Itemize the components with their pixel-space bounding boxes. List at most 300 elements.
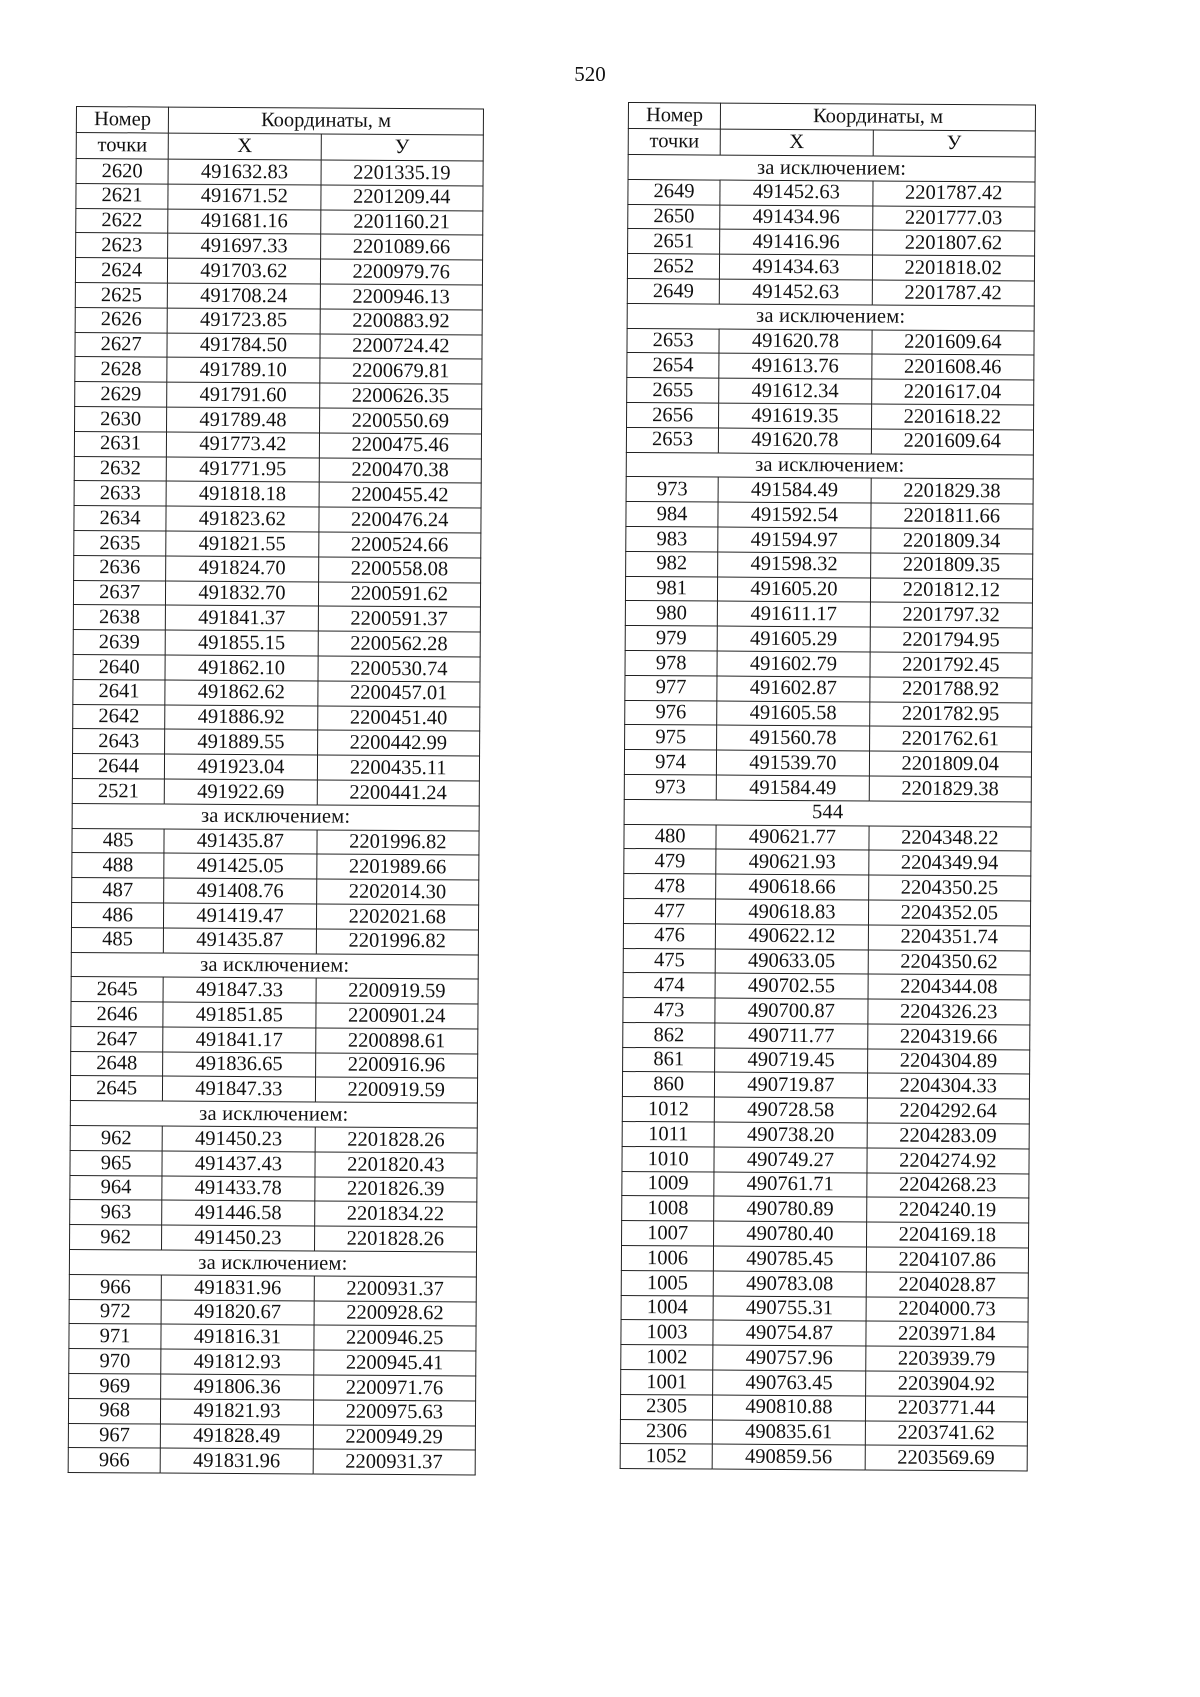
- x-coordinate-cell: 491836.65: [163, 1052, 316, 1078]
- table-row: [627, 402, 1034, 429]
- point-number-cell: 1009: [622, 1171, 714, 1196]
- header-coordinates: Координаты, м: [169, 107, 484, 135]
- x-coordinate-cell: 491594.97: [718, 527, 871, 553]
- x-coordinate-cell: 491605.20: [718, 577, 871, 603]
- table-row: [621, 1345, 1028, 1372]
- point-number-cell: 966: [68, 1448, 160, 1473]
- point-number-cell: 984: [626, 502, 718, 527]
- point-number-cell: 983: [626, 526, 718, 551]
- point-number-cell: 981: [625, 576, 717, 601]
- y-coordinate-cell: 2201828.26: [315, 1127, 478, 1153]
- y-coordinate-cell: 2201609.64: [871, 429, 1034, 455]
- point-number-cell: 480: [624, 824, 716, 849]
- point-number-cell: 1004: [621, 1295, 713, 1320]
- header-row: [76, 107, 483, 135]
- y-coordinate-cell: 2203741.62: [865, 1421, 1028, 1447]
- point-number-cell: 2645: [71, 977, 163, 1002]
- point-number-cell: 2626: [75, 307, 167, 332]
- x-coordinate-cell: 491450.23: [162, 1126, 315, 1152]
- table-row: [623, 898, 1030, 925]
- section-separator-row: [628, 155, 1035, 182]
- x-coordinate-cell: 491784.50: [167, 333, 320, 359]
- x-coordinate-cell: 491437.43: [162, 1151, 315, 1177]
- x-coordinate-cell: 490728.58: [714, 1097, 867, 1123]
- table-row: [621, 1295, 1028, 1322]
- x-coordinate-cell: 491789.10: [167, 357, 320, 383]
- y-coordinate-cell: 2201609.64: [872, 330, 1035, 356]
- table-row: [625, 725, 1032, 752]
- section-separator-row: [72, 803, 479, 830]
- table-body: [620, 155, 1035, 1472]
- point-number-cell: 485: [72, 828, 164, 853]
- y-coordinate-cell: 2201782.95: [869, 702, 1032, 728]
- table-row: [69, 1274, 476, 1301]
- table-row: [68, 1398, 475, 1425]
- x-coordinate-cell: 491841.37: [166, 605, 319, 631]
- table-row: [72, 828, 479, 855]
- table-row: [74, 456, 481, 483]
- point-number-cell: 967: [68, 1423, 160, 1448]
- x-coordinate-cell: 491671.52: [168, 184, 321, 210]
- point-number-cell: 965: [70, 1150, 162, 1175]
- x-coordinate-cell: 491862.10: [165, 655, 318, 681]
- point-number-cell: 2620: [76, 159, 168, 184]
- point-number-cell: 1010: [622, 1146, 714, 1171]
- x-coordinate-cell: 491434.96: [720, 205, 873, 231]
- y-coordinate-cell: 2200558.08: [318, 557, 481, 583]
- x-coordinate-cell: 491922.69: [164, 779, 317, 805]
- point-number-cell: 974: [624, 750, 716, 775]
- x-coordinate-cell: 491450.23: [162, 1225, 315, 1251]
- table-row: [73, 704, 480, 731]
- point-number-cell: 972: [69, 1299, 161, 1324]
- x-coordinate-cell: 490783.08: [713, 1271, 866, 1297]
- x-coordinate-cell: 491611.17: [718, 601, 871, 627]
- table-row: [624, 849, 1031, 876]
- y-coordinate-cell: 2204348.22: [869, 825, 1032, 851]
- x-coordinate-cell: 490618.83: [716, 899, 869, 925]
- point-number-cell: 2649: [628, 179, 720, 204]
- table-row: [627, 353, 1034, 380]
- x-coordinate-cell: 491592.54: [718, 502, 871, 528]
- point-number-cell: 1001: [621, 1370, 713, 1395]
- y-coordinate-cell: 2201617.04: [871, 379, 1034, 405]
- x-coordinate-cell: 491452.63: [719, 279, 872, 305]
- x-coordinate-cell: 491823.62: [166, 506, 319, 532]
- x-coordinate-cell: 490754.87: [713, 1320, 866, 1346]
- y-coordinate-cell: 2201089.66: [320, 234, 483, 260]
- x-coordinate-cell: 491452.63: [720, 180, 873, 206]
- x-coordinate-cell: 490719.45: [715, 1048, 868, 1074]
- x-coordinate-cell: 491419.47: [164, 903, 317, 929]
- x-coordinate-cell: 491602.79: [717, 651, 870, 677]
- point-number-cell: 476: [623, 923, 715, 948]
- table-row: [76, 159, 483, 186]
- x-coordinate-cell: 491612.34: [719, 378, 872, 404]
- y-coordinate-cell: 2200591.62: [318, 582, 481, 608]
- table-row: [73, 630, 480, 657]
- x-coordinate-cell: 490711.77: [715, 1023, 868, 1049]
- point-number-cell: 2305: [620, 1394, 712, 1419]
- y-coordinate-cell: 2204351.74: [868, 925, 1031, 951]
- table-row: [624, 874, 1031, 901]
- point-number-cell: 1007: [622, 1221, 714, 1246]
- point-number-cell: 486: [71, 902, 163, 927]
- point-number-cell: 969: [69, 1374, 161, 1399]
- point-number-cell: 2639: [73, 630, 165, 655]
- x-coordinate-cell: 491434.63: [720, 254, 873, 280]
- x-coordinate-cell: 491620.78: [719, 329, 872, 355]
- y-coordinate-cell: 2201787.42: [872, 181, 1035, 207]
- table-row: [626, 502, 1033, 529]
- x-coordinate-cell: 490757.96: [713, 1345, 866, 1371]
- point-number-cell: 2629: [75, 382, 167, 407]
- x-coordinate-cell: 490749.27: [714, 1147, 867, 1173]
- y-coordinate-cell: 2201794.95: [870, 627, 1033, 653]
- y-coordinate-cell: 2200945.41: [313, 1350, 476, 1376]
- x-coordinate-cell: 491435.87: [164, 928, 317, 954]
- y-coordinate-cell: 2200919.59: [315, 1077, 478, 1103]
- point-number-cell: 2638: [73, 605, 165, 630]
- point-number-cell: 2643: [73, 729, 165, 754]
- y-coordinate-cell: 2202014.30: [316, 879, 479, 905]
- point-number-cell: 861: [623, 1047, 715, 1072]
- y-coordinate-cell: 2202021.68: [316, 904, 479, 930]
- table-row: [75, 307, 482, 334]
- y-coordinate-cell: 2201996.82: [317, 829, 480, 855]
- table-row: [627, 278, 1034, 305]
- table-row: [75, 382, 482, 409]
- x-coordinate-cell: 491602.87: [717, 676, 870, 702]
- y-coordinate-cell: 2204169.18: [866, 1222, 1029, 1248]
- table-row: [625, 675, 1032, 702]
- point-number-cell: 1003: [621, 1320, 713, 1345]
- y-coordinate-cell: 2200898.61: [315, 1028, 478, 1054]
- y-coordinate-cell: 2204240.19: [866, 1197, 1029, 1223]
- y-coordinate-cell: 2203569.69: [865, 1445, 1028, 1471]
- table-row: [72, 878, 479, 905]
- table-row: [74, 481, 481, 508]
- y-coordinate-cell: 2201996.82: [316, 929, 479, 955]
- y-coordinate-cell: 2204292.64: [867, 1098, 1030, 1124]
- table-row: [627, 328, 1034, 355]
- y-coordinate-cell: 2203939.79: [865, 1346, 1028, 1372]
- table-row: [72, 754, 479, 781]
- x-coordinate-cell: 491598.32: [718, 552, 871, 578]
- point-number-cell: 2646: [71, 1002, 163, 1027]
- y-coordinate-cell: 2200562.28: [318, 631, 481, 657]
- point-number-cell: 1052: [620, 1444, 712, 1469]
- table-row: [625, 601, 1032, 628]
- x-coordinate-cell: 490700.87: [715, 998, 868, 1024]
- table-row: [74, 506, 481, 533]
- y-coordinate-cell: 2200455.42: [319, 482, 482, 508]
- point-number-cell: 862: [623, 1022, 715, 1047]
- y-coordinate-cell: 2200441.24: [317, 780, 480, 806]
- section-separator-row: [624, 799, 1031, 826]
- header-y: У: [873, 130, 1036, 157]
- y-coordinate-cell: 2201834.22: [314, 1201, 477, 1227]
- table-row: [622, 1171, 1029, 1198]
- point-number-cell: 976: [625, 700, 717, 725]
- point-number-cell: 2642: [73, 704, 165, 729]
- x-coordinate-cell: 490621.93: [716, 849, 869, 875]
- table-row: [626, 477, 1033, 504]
- table-row: [70, 1225, 477, 1252]
- y-coordinate-cell: 2201792.45: [870, 652, 1033, 678]
- table-row: [71, 977, 478, 1004]
- point-number-cell: 1005: [621, 1270, 713, 1295]
- x-coordinate-cell: 490761.71: [714, 1172, 867, 1198]
- point-number-cell: 968: [68, 1398, 160, 1423]
- table-row: [72, 853, 479, 880]
- x-coordinate-cell: 491812.93: [161, 1349, 314, 1375]
- point-number-cell: 2641: [73, 679, 165, 704]
- x-coordinate-cell: 491847.33: [163, 1077, 316, 1103]
- x-coordinate-cell: 491605.58: [717, 701, 870, 727]
- y-coordinate-cell: 2200451.40: [317, 706, 480, 732]
- y-coordinate-cell: 2200475.46: [319, 433, 482, 459]
- point-number-cell: 2628: [75, 357, 167, 382]
- y-coordinate-cell: 2203771.44: [865, 1396, 1028, 1422]
- table-row: [624, 774, 1031, 801]
- point-number-cell: 485: [71, 927, 163, 952]
- table-row: [624, 824, 1031, 851]
- table-row: [73, 654, 480, 681]
- table-row: [620, 1394, 1027, 1421]
- x-coordinate-cell: 491584.49: [716, 775, 869, 801]
- table-row: [622, 1072, 1029, 1099]
- x-coordinate-cell: 491828.49: [161, 1424, 314, 1450]
- x-coordinate-cell: 490780.89: [714, 1197, 867, 1223]
- y-coordinate-cell: 2204283.09: [867, 1123, 1030, 1149]
- x-coordinate-cell: 491560.78: [717, 725, 870, 751]
- y-coordinate-cell: 2201618.22: [871, 404, 1034, 430]
- y-coordinate-cell: 2204350.25: [868, 875, 1031, 901]
- x-coordinate-cell: 490633.05: [715, 949, 868, 975]
- y-coordinate-cell: 2204350.62: [868, 949, 1031, 975]
- section-separator-row: [627, 303, 1034, 330]
- section-separator-row: [70, 1101, 477, 1128]
- x-coordinate-cell: 490621.77: [716, 825, 869, 851]
- header-x: Х: [168, 133, 321, 160]
- y-coordinate-cell: 2200550.69: [319, 408, 482, 434]
- y-coordinate-cell: 2201160.21: [320, 210, 483, 236]
- y-coordinate-cell: 2204107.86: [866, 1247, 1029, 1273]
- y-coordinate-cell: 2200679.81: [319, 358, 482, 384]
- header-y: У: [321, 134, 484, 161]
- header-coordinates: Координаты, м: [721, 103, 1036, 131]
- x-coordinate-cell: 491789.48: [167, 407, 320, 433]
- table-row: [621, 1320, 1028, 1347]
- x-coordinate-cell: 491613.76: [719, 353, 872, 379]
- point-number-cell: 2649: [627, 278, 719, 303]
- table-row: [69, 1299, 476, 1326]
- y-coordinate-cell: 2200591.37: [318, 606, 481, 632]
- y-coordinate-cell: 2200883.92: [320, 309, 483, 335]
- y-coordinate-cell: 2201812.12: [870, 578, 1033, 604]
- x-coordinate-cell: 490738.20: [714, 1122, 867, 1148]
- coordinates-table-left: [68, 106, 484, 1476]
- table-row: [621, 1246, 1028, 1273]
- point-number-cell: 2651: [628, 229, 720, 254]
- y-coordinate-cell: 2200626.35: [319, 383, 482, 409]
- x-coordinate-cell: 491425.05: [164, 853, 317, 879]
- point-number-cell: 1006: [621, 1246, 713, 1271]
- point-number-cell: 2627: [75, 332, 167, 357]
- y-coordinate-cell: 2201797.32: [870, 602, 1033, 628]
- table-row: [623, 973, 1030, 1000]
- table-row: [71, 1026, 478, 1053]
- table-row: [73, 605, 480, 632]
- y-coordinate-cell: 2201209.44: [320, 185, 483, 211]
- point-number-cell: 2653: [627, 328, 719, 353]
- table-row: [70, 1150, 477, 1177]
- section-separator-row: [626, 452, 1033, 479]
- y-coordinate-cell: 2204268.23: [866, 1173, 1029, 1199]
- header-point-number: Номер: [76, 107, 168, 134]
- point-number-cell: 1002: [621, 1345, 713, 1370]
- x-coordinate-cell: 491923.04: [165, 754, 318, 780]
- x-coordinate-cell: 491539.70: [717, 750, 870, 776]
- y-coordinate-cell: 2204349.94: [868, 850, 1031, 876]
- table-row: [625, 626, 1032, 653]
- y-coordinate-cell: 2200476.24: [318, 507, 481, 533]
- y-coordinate-cell: 2201829.38: [869, 776, 1032, 802]
- point-number-cell: 2647: [71, 1026, 163, 1051]
- x-coordinate-cell: 490618.66: [716, 874, 869, 900]
- x-coordinate-cell: 490755.31: [713, 1296, 866, 1322]
- y-coordinate-cell: 2201811.66: [870, 503, 1033, 529]
- y-coordinate-cell: 2204344.08: [868, 974, 1031, 1000]
- point-number-cell: 2632: [74, 456, 166, 481]
- y-coordinate-cell: 2201809.35: [870, 553, 1033, 579]
- point-number-cell: 2644: [72, 754, 164, 779]
- y-coordinate-cell: 2200442.99: [317, 730, 480, 756]
- table-row: [622, 1097, 1029, 1124]
- point-number-cell: 966: [69, 1274, 161, 1299]
- y-coordinate-cell: 2204000.73: [866, 1297, 1029, 1323]
- x-coordinate-cell: 490810.88: [713, 1395, 866, 1421]
- point-number-cell: 2633: [74, 481, 166, 506]
- table-row: [70, 1076, 477, 1103]
- table-row: [628, 179, 1035, 206]
- y-coordinate-cell: 2201829.38: [871, 478, 1034, 504]
- y-coordinate-cell: 2200946.25: [313, 1325, 476, 1351]
- table-row: [621, 1370, 1028, 1397]
- x-coordinate-cell: 490719.87: [715, 1073, 868, 1099]
- x-coordinate-cell: 490622.12: [716, 924, 869, 950]
- point-number-cell: 964: [70, 1175, 162, 1200]
- table-row: [69, 1374, 476, 1401]
- y-coordinate-cell: 2200916.96: [315, 1053, 478, 1079]
- table-row: [74, 555, 481, 582]
- y-coordinate-cell: 2204028.87: [866, 1272, 1029, 1298]
- table-row: [624, 750, 1031, 777]
- page-number: 520: [574, 62, 606, 86]
- point-number-cell: 2634: [74, 506, 166, 531]
- section-separator-label: за исключением:: [626, 452, 1033, 479]
- table-row: [620, 1419, 1027, 1446]
- point-number-cell: 2650: [628, 204, 720, 229]
- x-coordinate-cell: 491708.24: [167, 283, 320, 309]
- table-row: [623, 1022, 1030, 1049]
- table-row: [628, 204, 1035, 231]
- x-coordinate-cell: 491446.58: [162, 1201, 315, 1227]
- table-row: [71, 902, 478, 929]
- x-coordinate-cell: 491584.49: [718, 477, 871, 503]
- x-coordinate-cell: 490780.40: [714, 1221, 867, 1247]
- point-number-cell: 2635: [74, 530, 166, 555]
- table-row: [623, 923, 1030, 950]
- x-coordinate-cell: 491831.96: [161, 1275, 314, 1301]
- y-coordinate-cell: 2204304.33: [867, 1073, 1030, 1099]
- section-separator-label: за исключением:: [70, 1101, 477, 1128]
- point-number-cell: 2623: [76, 233, 168, 258]
- point-number-cell: 2306: [620, 1419, 712, 1444]
- table-row: [622, 1146, 1029, 1173]
- y-coordinate-cell: 2203971.84: [865, 1321, 1028, 1347]
- y-coordinate-cell: 2201777.03: [872, 206, 1035, 232]
- point-number-cell: 971: [69, 1324, 161, 1349]
- table-row: [70, 1175, 477, 1202]
- x-coordinate-cell: 491435.87: [164, 829, 317, 855]
- point-number-cell: 473: [623, 998, 715, 1023]
- x-coordinate-cell: 491821.55: [166, 531, 319, 557]
- y-coordinate-cell: 2201787.42: [872, 280, 1035, 306]
- table-row: [70, 1126, 477, 1153]
- x-coordinate-cell: 491771.95: [166, 457, 319, 483]
- point-number-cell: 2645: [70, 1076, 162, 1101]
- header-point-number-sub: точки: [76, 133, 168, 160]
- point-number-cell: 963: [70, 1200, 162, 1225]
- point-number-cell: 1011: [622, 1122, 714, 1147]
- table-row: [71, 927, 478, 954]
- point-number-cell: 970: [69, 1349, 161, 1374]
- y-coordinate-cell: 2200931.37: [313, 1449, 476, 1475]
- table-row: [626, 526, 1033, 553]
- y-coordinate-cell: 2200975.63: [313, 1400, 476, 1426]
- point-number-cell: 1012: [622, 1097, 714, 1122]
- table-row: [70, 1200, 477, 1227]
- table-row: [626, 551, 1033, 578]
- x-coordinate-cell: 491791.60: [167, 382, 320, 408]
- table-row: [74, 530, 481, 557]
- table-row: [622, 1122, 1029, 1149]
- x-coordinate-cell: 491886.92: [165, 705, 318, 731]
- x-coordinate-cell: 491681.16: [168, 209, 321, 235]
- y-coordinate-cell: 2200901.24: [315, 1003, 478, 1029]
- y-coordinate-cell: 2200457.01: [317, 681, 480, 707]
- point-number-cell: 475: [623, 948, 715, 973]
- header-point-number: Номер: [628, 103, 720, 130]
- y-coordinate-cell: 2200470.38: [319, 458, 482, 484]
- x-coordinate-cell: 491821.93: [161, 1399, 314, 1425]
- point-number-cell: 487: [72, 878, 164, 903]
- y-coordinate-cell: 2201828.26: [314, 1226, 477, 1252]
- x-coordinate-cell: 491841.17: [163, 1027, 316, 1053]
- table-row: [73, 679, 480, 706]
- y-coordinate-cell: 2201807.62: [872, 230, 1035, 256]
- x-coordinate-cell: 490859.56: [712, 1444, 865, 1470]
- y-coordinate-cell: 2200946.13: [320, 284, 483, 310]
- x-coordinate-cell: 490785.45: [714, 1246, 867, 1272]
- table-row: [69, 1349, 476, 1376]
- y-coordinate-cell: 2201788.92: [869, 677, 1032, 703]
- point-number-cell: 2636: [74, 555, 166, 580]
- y-coordinate-cell: 2204326.23: [867, 999, 1030, 1025]
- point-number-cell: 2625: [75, 282, 167, 307]
